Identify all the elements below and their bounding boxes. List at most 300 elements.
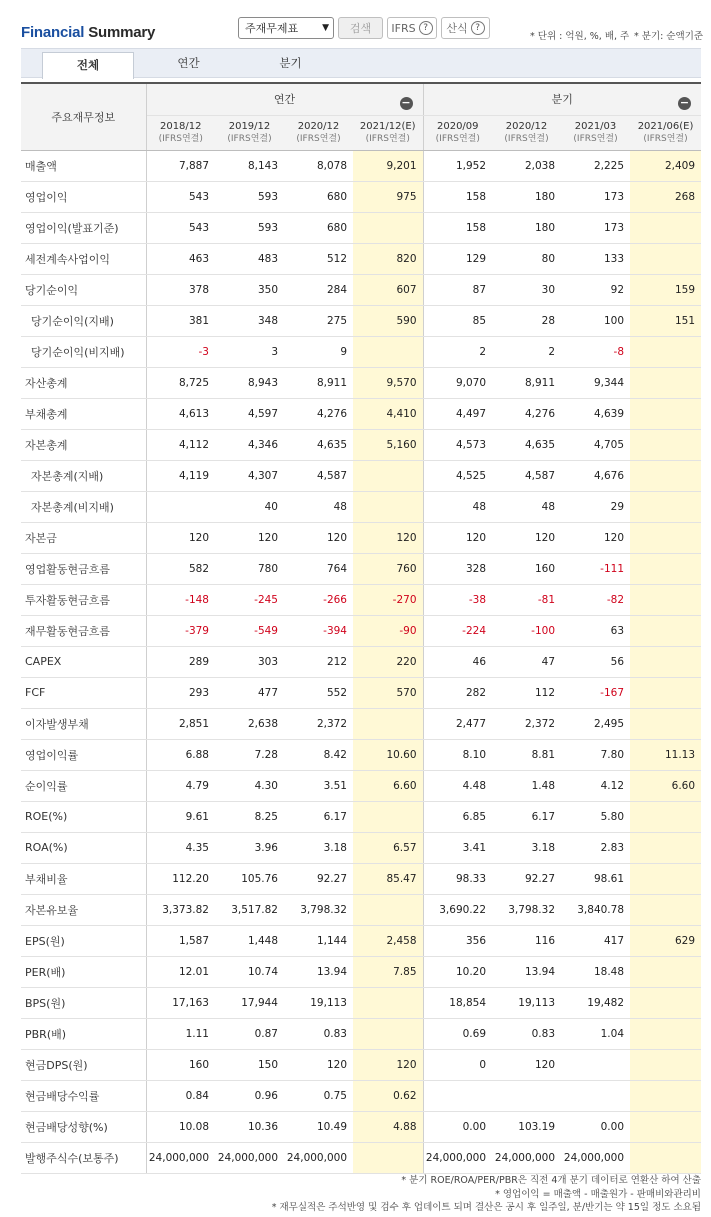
formula-help-button[interactable]: [441, 17, 490, 39]
table-cell: 85.47: [353, 863, 423, 894]
column-header: [353, 115, 423, 150]
table-cell: 2: [492, 336, 561, 367]
page-title-financial: Financial: [21, 24, 85, 41]
table-cell: [423, 1080, 492, 1111]
row-label: 세전계속사업이익: [21, 243, 146, 274]
row-label: ROE(%): [21, 801, 146, 832]
table-cell: 92: [561, 274, 630, 305]
column-basis: (IFRS연결): [296, 133, 341, 144]
table-cell: 284: [284, 274, 353, 305]
search-button[interactable]: 검색: [338, 17, 383, 39]
table-cell: 268: [630, 181, 701, 212]
table-cell: 780: [215, 553, 284, 584]
row-label: 재무활동현금흐름: [21, 615, 146, 646]
row-label: 발행주식수(보통주): [21, 1142, 146, 1173]
row-header: 주요재무정보: [21, 83, 146, 150]
table-cell: 4,639: [561, 398, 630, 429]
unit-note: * 단위 : 억원, %, 배, 주: [530, 31, 630, 42]
table-cell: 4.12: [561, 770, 630, 801]
table-cell: 30: [492, 274, 561, 305]
column-header: [561, 115, 630, 150]
table-cell: 6.85: [423, 801, 492, 832]
table-cell: -8: [561, 336, 630, 367]
row-label: 자본금: [21, 522, 146, 553]
table-cell: 350: [215, 274, 284, 305]
table-cell: 582: [146, 553, 215, 584]
row-label: 부채비율: [21, 863, 146, 894]
table-cell: 8,911: [284, 367, 353, 398]
table-cell: 3.18: [492, 832, 561, 863]
table-cell: 381: [146, 305, 215, 336]
table-cell: [353, 336, 423, 367]
table-cell: 593: [215, 212, 284, 243]
table-cell: 0: [423, 1049, 492, 1080]
collapse-annual-icon[interactable]: −: [401, 96, 411, 109]
row-label: CAPEX: [21, 646, 146, 677]
table-cell: 4,676: [561, 460, 630, 491]
table-row: [21, 956, 701, 987]
table-cell: 2,038: [492, 150, 561, 181]
table-cell: 92.27: [492, 863, 561, 894]
table-cell: 1.48: [492, 770, 561, 801]
row-label: 현금DPS(원): [21, 1049, 146, 1080]
table-cell: 293: [146, 677, 215, 708]
table-cell: 47: [492, 646, 561, 677]
table-cell: 9,201: [353, 150, 423, 181]
table-cell: [561, 1080, 630, 1111]
row-label: 이자발생부채: [21, 708, 146, 739]
table-cell: [630, 863, 701, 894]
table-cell: 46: [423, 646, 492, 677]
tab-all[interactable]: 전체: [42, 52, 134, 79]
table-row: [21, 1111, 701, 1142]
table-cell: 4,587: [284, 460, 353, 491]
table-cell: 570: [353, 677, 423, 708]
table-cell: 543: [146, 212, 215, 243]
table-cell: [630, 615, 701, 646]
table-cell: 9: [284, 336, 353, 367]
table-cell: 1,587: [146, 925, 215, 956]
table-cell: 98.61: [561, 863, 630, 894]
table-cell: 180: [492, 181, 561, 212]
formula-label: 산식: [446, 22, 468, 35]
table-cell: 3.18: [284, 832, 353, 863]
column-header: [492, 115, 561, 150]
table-cell: 3,798.32: [492, 894, 561, 925]
table-cell: [630, 646, 701, 677]
table-cell: 103.19: [492, 1111, 561, 1142]
table-cell: 160: [492, 553, 561, 584]
table-cell: 159: [630, 274, 701, 305]
table-cell: 0.75: [284, 1080, 353, 1111]
table-cell: 378: [146, 274, 215, 305]
table-cell: 4,410: [353, 398, 423, 429]
table-cell: 98.33: [423, 863, 492, 894]
table-cell: [630, 429, 701, 460]
row-label: 자본유보율: [21, 894, 146, 925]
table-cell: 7,887: [146, 150, 215, 181]
table-cell: 100: [561, 305, 630, 336]
table-cell: 19,482: [561, 987, 630, 1018]
table-row: [21, 398, 701, 429]
table-cell: 0.83: [284, 1018, 353, 1049]
table-row: [21, 584, 701, 615]
footnote: * 분기 ROE/ROA/PER/PBR은 직전 4개 분기 데이터로 연환산 하여 산출: [401, 1175, 701, 1186]
table-cell: 3,798.32: [284, 894, 353, 925]
table-cell: 3.41: [423, 832, 492, 863]
column-period: 2020/09: [436, 120, 479, 132]
table-cell: 120: [215, 522, 284, 553]
table-cell: 2,638: [215, 708, 284, 739]
table-row: [21, 429, 701, 460]
table-cell: 24,000,000: [492, 1142, 561, 1173]
table-cell: 2,851: [146, 708, 215, 739]
column-basis: (IFRS연결): [573, 133, 618, 144]
group-quarter-label: 분기: [551, 93, 573, 107]
table-cell: 7.28: [215, 739, 284, 770]
row-label: 영업활동현금흐름: [21, 553, 146, 584]
table-cell: 275: [284, 305, 353, 336]
table-cell: 6.57: [353, 832, 423, 863]
table-cell: 120: [492, 1049, 561, 1080]
group-annual-label: 연간: [273, 93, 296, 107]
row-label: EPS(원): [21, 925, 146, 956]
table-cell: 3: [215, 336, 284, 367]
table-cell: 212: [284, 646, 353, 677]
table-cell: 3,690.22: [423, 894, 492, 925]
table-cell: 19,113: [492, 987, 561, 1018]
financial-table: [21, 82, 701, 1174]
table-cell: 6.88: [146, 739, 215, 770]
table-row: [21, 677, 701, 708]
table-cell: 2,372: [492, 708, 561, 739]
table-cell: -379: [146, 615, 215, 646]
collapse-quarter-icon[interactable]: −: [679, 96, 690, 109]
table-cell: 4.30: [215, 770, 284, 801]
table-cell: 29: [561, 491, 630, 522]
table-cell: 56: [561, 646, 630, 677]
table-cell: [630, 367, 701, 398]
table-cell: [630, 491, 701, 522]
table-cell: 4,497: [423, 398, 492, 429]
table-cell: 63: [561, 615, 630, 646]
table-cell: 590: [353, 305, 423, 336]
table-cell: 10.74: [215, 956, 284, 987]
table-cell: 220: [353, 646, 423, 677]
help-icon: ?: [471, 21, 485, 35]
table-cell: 133: [561, 243, 630, 274]
row-label: 영업이익률: [21, 739, 146, 770]
table-cell: 112.20: [146, 863, 215, 894]
table-row: [21, 181, 701, 212]
table-cell: 120: [353, 1049, 423, 1080]
table-cell: -38: [423, 584, 492, 615]
column-basis: (IFRS연결): [365, 133, 410, 144]
table-cell: [630, 212, 701, 243]
table-cell: 3,373.82: [146, 894, 215, 925]
table-row: [21, 615, 701, 646]
column-period: 2021/12(E): [359, 120, 416, 132]
table-cell: [630, 584, 701, 615]
table-cell: 8,078: [284, 150, 353, 181]
row-label: 현금배당성향(%): [21, 1111, 146, 1142]
row-label: 투자활동현금흐름: [21, 584, 146, 615]
row-label: 자본총계(비지배): [21, 491, 146, 522]
table-cell: [630, 1018, 701, 1049]
row-label: FCF: [21, 677, 146, 708]
table-cell: 112: [492, 677, 561, 708]
table-cell: 4,276: [492, 398, 561, 429]
table-cell: 24,000,000: [561, 1142, 630, 1173]
table-cell: 0.69: [423, 1018, 492, 1049]
table-cell: 512: [284, 243, 353, 274]
footnote: * 영업이익 = 매출액 - 매출원가 - 판매비와관리비: [495, 1188, 701, 1200]
table-cell: -224: [423, 615, 492, 646]
table-cell: 10.36: [215, 1111, 284, 1142]
row-label: 당기순이익: [21, 274, 146, 305]
table-cell: 328: [423, 553, 492, 584]
table-cell: 4.48: [423, 770, 492, 801]
table-cell: 40: [215, 491, 284, 522]
table-cell: 48: [284, 491, 353, 522]
table-cell: 4,587: [492, 460, 561, 491]
table-cell: 2,458: [353, 925, 423, 956]
table-cell: [630, 1049, 701, 1080]
page-title: [21, 24, 155, 41]
table-cell: 4,112: [146, 429, 215, 460]
table-cell: 8.25: [215, 801, 284, 832]
table-cell: 8,143: [215, 150, 284, 181]
table-row: [21, 305, 701, 336]
table-cell: [630, 243, 701, 274]
ifrs-help-button[interactable]: [387, 17, 437, 39]
table-cell: 17,944: [215, 987, 284, 1018]
table-cell: [630, 832, 701, 863]
table-cell: 80: [492, 243, 561, 274]
table-cell: 24,000,000: [423, 1142, 492, 1173]
table-cell: [353, 491, 423, 522]
table-cell: -394: [284, 615, 353, 646]
table-cell: 24,000,000: [284, 1142, 353, 1173]
table-cell: 0.62: [353, 1080, 423, 1111]
table-cell: 543: [146, 181, 215, 212]
column-period: 2018/12: [159, 120, 202, 132]
table-cell: 1.04: [561, 1018, 630, 1049]
table-cell: 48: [492, 491, 561, 522]
table-row: [21, 1142, 701, 1173]
table-cell: [630, 708, 701, 739]
table-cell: 2,477: [423, 708, 492, 739]
table-row: [21, 367, 701, 398]
table-cell: 24,000,000: [215, 1142, 284, 1173]
table-cell: 9,344: [561, 367, 630, 398]
table-cell: [561, 1049, 630, 1080]
table-row: [21, 925, 701, 956]
table-row: [21, 460, 701, 491]
table-cell: [630, 801, 701, 832]
table-cell: 6.60: [630, 770, 701, 801]
table-cell: 24,000,000: [146, 1142, 215, 1173]
table-cell: 7.80: [561, 739, 630, 770]
table-cell: 10.49: [284, 1111, 353, 1142]
table-cell: 2,409: [630, 150, 701, 181]
table-cell: [353, 460, 423, 491]
row-label: 현금배당수익률: [21, 1080, 146, 1111]
table-cell: -245: [215, 584, 284, 615]
table-cell: 2,372: [284, 708, 353, 739]
table-row: [21, 770, 701, 801]
table-cell: [630, 553, 701, 584]
column-basis: (IFRS연결): [227, 133, 272, 144]
table-cell: 6.60: [353, 770, 423, 801]
group-quarter-header: [423, 83, 701, 115]
table-cell: [353, 1018, 423, 1049]
table-cell: 680: [284, 212, 353, 243]
row-label: 자본총계(지배): [21, 460, 146, 491]
table-cell: 0.84: [146, 1080, 215, 1111]
table-cell: 6.17: [284, 801, 353, 832]
table-cell: 10.20: [423, 956, 492, 987]
table-row: [21, 1018, 701, 1049]
help-icon: ?: [419, 21, 433, 35]
row-label: 자본총계: [21, 429, 146, 460]
table-cell: 9,570: [353, 367, 423, 398]
table-cell: 4,635: [284, 429, 353, 460]
column-basis: (IFRS연결): [643, 133, 688, 144]
table-cell: 820: [353, 243, 423, 274]
row-label: 영업이익: [21, 181, 146, 212]
toolbar: [0, 14, 711, 46]
table-cell: 150: [215, 1049, 284, 1080]
table-cell: 120: [492, 522, 561, 553]
row-label: 매출액: [21, 150, 146, 181]
table-cell: 3.96: [215, 832, 284, 863]
table-cell: 4,525: [423, 460, 492, 491]
table-body: [21, 150, 701, 1173]
table-cell: -81: [492, 584, 561, 615]
column-basis: (IFRS연결): [435, 133, 480, 144]
table-cell: 160: [146, 1049, 215, 1080]
statement-type-value: 주재무제표: [245, 22, 299, 35]
table-cell: 4,705: [561, 429, 630, 460]
table-cell: 4,597: [215, 398, 284, 429]
table-cell: [353, 708, 423, 739]
table-cell: -270: [353, 584, 423, 615]
table-cell: -549: [215, 615, 284, 646]
chevron-down-icon: ▼: [322, 23, 329, 33]
table-cell: 7.85: [353, 956, 423, 987]
table-cell: 85: [423, 305, 492, 336]
page-title-summary: Summary: [88, 24, 156, 41]
row-label: 순이익률: [21, 770, 146, 801]
column-header: [284, 115, 353, 150]
table-cell: 173: [561, 212, 630, 243]
table-cell: 4,613: [146, 398, 215, 429]
table-cell: [630, 522, 701, 553]
table-cell: [353, 987, 423, 1018]
table-cell: 48: [423, 491, 492, 522]
table-cell: 120: [284, 522, 353, 553]
footnotes: [272, 1174, 701, 1215]
table-cell: 4,573: [423, 429, 492, 460]
table-cell: 13.94: [284, 956, 353, 987]
table-cell: 0.00: [561, 1111, 630, 1142]
tab-annual[interactable]: 연간: [177, 56, 200, 70]
table-cell: 180: [492, 212, 561, 243]
table-cell: -100: [492, 615, 561, 646]
table-cell: 0.00: [423, 1111, 492, 1142]
table-cell: 629: [630, 925, 701, 956]
table-cell: 120: [353, 522, 423, 553]
table-cell: 1.11: [146, 1018, 215, 1049]
table-cell: -148: [146, 584, 215, 615]
table-row: [21, 522, 701, 553]
table-cell: 3.51: [284, 770, 353, 801]
table-cell: 975: [353, 181, 423, 212]
table-cell: 303: [215, 646, 284, 677]
footnote: * 재무실적은 주석반영 및 검수 후 업데이트 되며 결산은 공시 후 일주일, 분/반기는 약 15일 정도 소요됨: [271, 1202, 701, 1213]
table-cell: 356: [423, 925, 492, 956]
table-cell: 105.76: [215, 863, 284, 894]
table-cell: [630, 460, 701, 491]
table-cell: 5.80: [561, 801, 630, 832]
tab-quarter[interactable]: 분기: [279, 56, 302, 70]
table-cell: 282: [423, 677, 492, 708]
table-cell: 9,070: [423, 367, 492, 398]
table-cell: 680: [284, 181, 353, 212]
column-period: 2019/12: [228, 120, 271, 132]
table-cell: [630, 987, 701, 1018]
table-cell: 120: [284, 1049, 353, 1080]
row-label: 자산총계: [21, 367, 146, 398]
row-label: PER(배): [21, 956, 146, 987]
table-cell: [630, 1111, 701, 1142]
table-cell: [630, 398, 701, 429]
table-cell: 2: [423, 336, 492, 367]
table-cell: 120: [423, 522, 492, 553]
table-cell: 4.79: [146, 770, 215, 801]
table-row: [21, 491, 701, 522]
table-row: [21, 832, 701, 863]
table-cell: [353, 1142, 423, 1173]
table-cell: 2.83: [561, 832, 630, 863]
table-cell: [630, 956, 701, 987]
column-basis: (IFRS연결): [158, 133, 203, 144]
table-cell: 173: [561, 181, 630, 212]
table-cell: 120: [561, 522, 630, 553]
table-row: [21, 212, 701, 243]
table-row: [21, 553, 701, 584]
table-row: [21, 863, 701, 894]
table-cell: [353, 894, 423, 925]
table-cell: 764: [284, 553, 353, 584]
table-cell: 13.94: [492, 956, 561, 987]
table-cell: 4,346: [215, 429, 284, 460]
table-cell: 9.61: [146, 801, 215, 832]
table-cell: 417: [561, 925, 630, 956]
table-row: [21, 739, 701, 770]
table-cell: 477: [215, 677, 284, 708]
table-cell: 11.13: [630, 739, 701, 770]
table-cell: 19,113: [284, 987, 353, 1018]
statement-type-select[interactable]: [238, 17, 334, 39]
table-cell: 3,840.78: [561, 894, 630, 925]
table-cell: 552: [284, 677, 353, 708]
table-cell: 348: [215, 305, 284, 336]
table-cell: 760: [353, 553, 423, 584]
table-cell: 2,495: [561, 708, 630, 739]
table-cell: 4,119: [146, 460, 215, 491]
